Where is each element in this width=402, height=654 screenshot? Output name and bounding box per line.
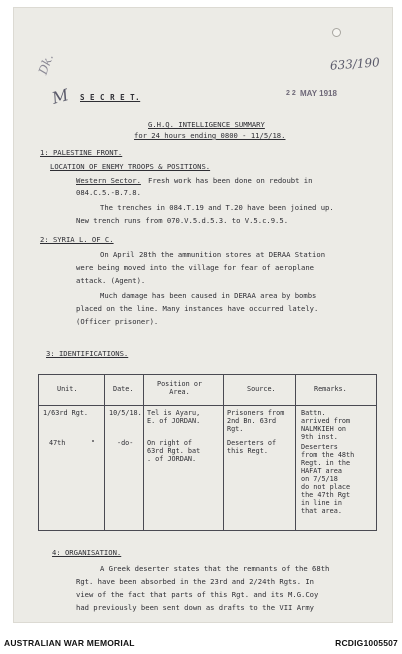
table-cell-position: On right of 63rd Rgt. bat . of JORDAN.	[147, 439, 201, 463]
column-divider	[143, 375, 144, 530]
table-cell-source: Prisoners from 2nd Bn. 63rd Rgt.	[227, 409, 285, 433]
table-cell-remarks: Deserters from the 48th Regt. in the HAFAT area on 7/5/18 do not place the 47th Rgt in line in that area.	[301, 443, 355, 515]
summary-subtitle: for 24 hours ending 0800 - 11/5/18.	[134, 131, 286, 140]
identifications-table	[38, 374, 377, 531]
text-line: Rgt. have been absorbed in the 23rd and 2/24th Rgts. In	[76, 577, 314, 586]
table-cell-source: Deserters of this Regt.	[227, 439, 277, 455]
table-cell-remarks: Battn. arrived from NALMKIEH on 9th inst.	[301, 409, 351, 441]
archive-credit: AUSTRALIAN WAR MEMORIAL	[4, 638, 135, 648]
table-cell-unit: 47th	[49, 439, 66, 447]
sector-label: Western Sector.	[76, 176, 141, 185]
punch-hole	[332, 28, 341, 37]
text-line: On April 28th the ammunition stores at DERAA Station	[100, 250, 326, 259]
folio-number: 633/190	[329, 55, 381, 73]
text-line: Fresh work has been done on redoubt in	[148, 176, 313, 185]
table-cell-date: -do-	[117, 439, 134, 447]
text-line: The trenches in 084.T.19 and T.20 have been joined up.	[100, 203, 334, 212]
table-header-unit: Unit.	[57, 385, 78, 393]
text-line: view of the fact that parts of this Rgt. and its M.G.Coy	[76, 590, 319, 599]
text-line: New trench runs from 070.V.5.d.5.3. to V.5.c.9.5.	[76, 216, 289, 225]
classification: S E C R E T.	[80, 93, 141, 102]
table-cell-unit: 1/63rd Rgt.	[43, 409, 89, 417]
handwritten-annotation: Dk.	[35, 52, 57, 77]
summary-title: G.H.Q. INTELLIGENCE SUMMARY	[148, 120, 265, 129]
date-stamp: MAY 1918	[300, 89, 337, 98]
table-cell-position: Tel is Ayaru, E. of JORDAN.	[147, 409, 201, 425]
text-line: had previously been sent down as drafts to the VII Army	[76, 603, 314, 612]
text-line: were being moved into the village for fear of aeroplane	[76, 263, 314, 272]
section-1-heading: 1: PALESTINE FRONT.	[40, 148, 123, 157]
table-header-source: Source.	[247, 385, 276, 393]
section-4-heading: 4: ORGANISATION.	[52, 548, 122, 557]
column-divider	[104, 375, 105, 530]
table-header-remarks: Remarks.	[314, 385, 347, 393]
table-cell-date: 10/5/18.	[109, 409, 142, 417]
stamp-mark: 2 2	[286, 90, 296, 97]
handwritten-mark: M	[49, 85, 71, 108]
table-header-position: Position or Area.	[157, 380, 203, 396]
column-divider	[295, 375, 296, 530]
ditto-mark: "	[91, 439, 96, 447]
section-1-subheading: LOCATION OF ENEMY TROOPS & POSITIONS.	[50, 162, 211, 171]
table-header-date: Date.	[113, 385, 134, 393]
archive-id: RCDIG1005507	[335, 638, 398, 648]
section-3-heading: 3: IDENTIFICATIONS.	[46, 349, 129, 358]
text-line: A Greek deserter states that the remnants of the 68th	[100, 564, 330, 573]
text-line: (Officer prisoner).	[76, 317, 159, 326]
text-line: attack. (Agent).	[76, 276, 146, 285]
text-line: Much damage has been caused in DERAA area by bombs	[100, 291, 317, 300]
text-line: 084.C.5.-B.7.8.	[76, 188, 141, 197]
column-divider	[223, 375, 224, 530]
section-2-heading: 2: SYRIA L. OF C.	[40, 235, 114, 244]
text-line: placed on the line. Many instances have occurred lately.	[76, 304, 319, 313]
header-divider	[39, 405, 376, 406]
